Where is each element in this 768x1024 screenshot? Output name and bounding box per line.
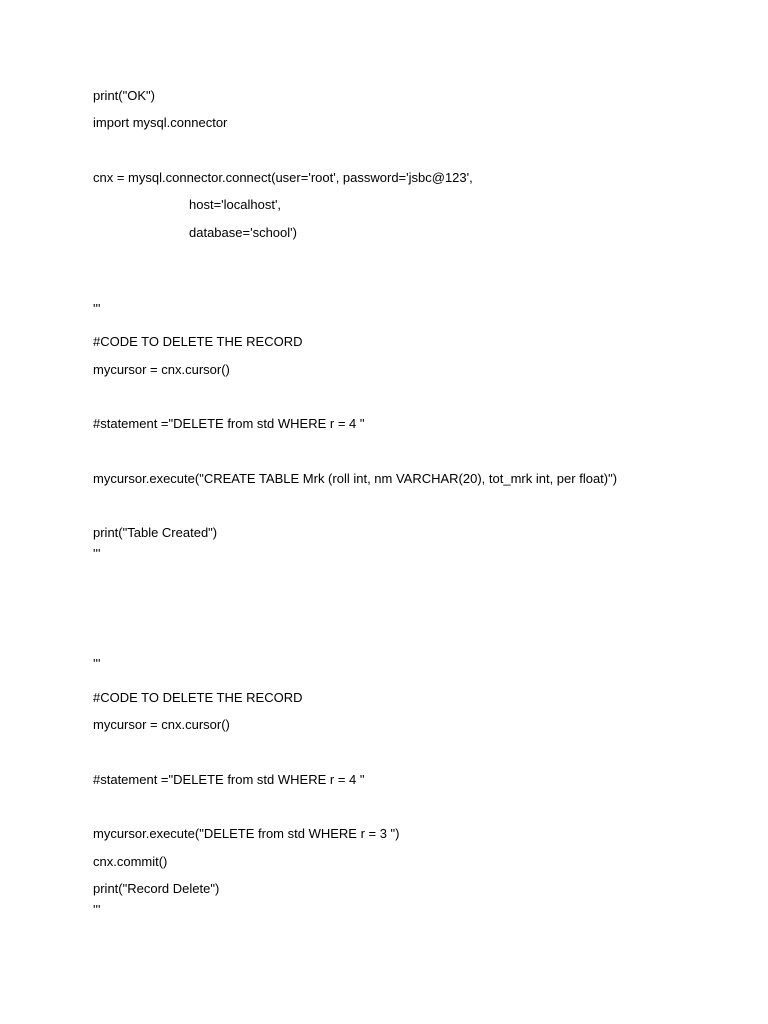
code-line-comment: #CODE TO DELETE THE RECORD [93,690,303,705]
code-line-import: import mysql.connector [93,115,228,130]
code-line-statement: #statement ="DELETE from std WHERE r = 4 " [93,416,365,431]
code-line-comment: #CODE TO DELETE THE RECORD [93,334,303,349]
code-line-print-ok: print("OK") [93,88,155,103]
code-line-quote-open: ''' [93,656,101,671]
code-line-execute-create: mycursor.execute("CREATE TABLE Mrk (roll int, nm VARCHAR(20), tot_mrk int, per float)") [93,471,618,486]
code-line-quote-close: ''' [93,902,101,917]
code-line-connect: cnx = mysql.connector.connect(user='root', password='jsbc@123', [93,170,473,185]
code-line-connect-database: database='school') [189,225,297,240]
code-line-cursor: mycursor = cnx.cursor() [93,362,230,377]
code-line-connect-host: host='localhost', [189,197,282,212]
code-line-quote-open: ''' [93,301,101,316]
code-line-print-record: print("Record Delete") [93,881,220,896]
code-line-quote-close: ''' [93,546,101,561]
code-line-cursor: mycursor = cnx.cursor() [93,717,230,732]
code-line-statement: #statement ="DELETE from std WHERE r = 4 " [93,772,365,787]
code-line-commit: cnx.commit() [93,854,168,869]
code-line-execute-delete: mycursor.execute("DELETE from std WHERE r = 3 ") [93,826,400,841]
code-line-print-table: print("Table Created") [93,525,218,540]
